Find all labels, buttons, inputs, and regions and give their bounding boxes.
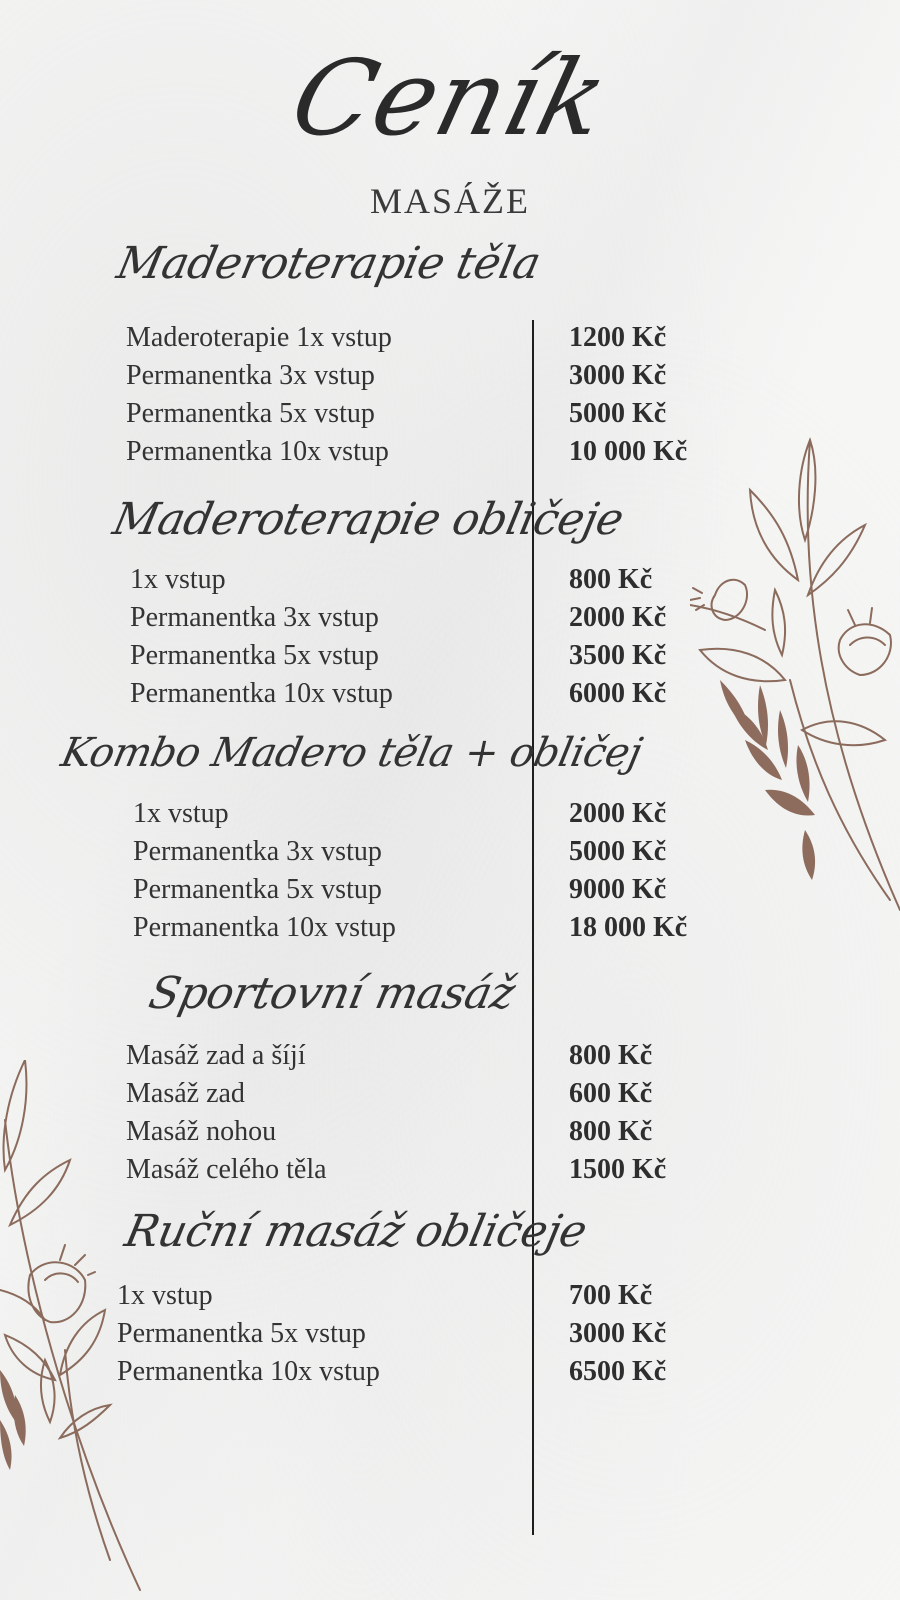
item-price: 600 Kč (569, 1078, 653, 1109)
section-title-kombo: Kombo Madero těla + obličej (57, 730, 646, 776)
item-price: 2000 Kč (569, 798, 667, 829)
item-price: 9000 Kč (569, 874, 667, 905)
item-label: Permanentka 5x vstup (117, 1318, 366, 1349)
item-label: Maderoterapie 1x vstup (126, 322, 392, 353)
section-title-rucni-masaz: Ruční masáž obličeje (120, 1206, 592, 1257)
item-price: 1500 Kč (569, 1154, 667, 1185)
item-price: 10 000 Kč (569, 436, 688, 467)
item-label: Permanentka 3x vstup (133, 836, 382, 867)
floral-decoration-left-icon (0, 1060, 160, 1600)
item-label: Permanentka 5x vstup (126, 398, 375, 429)
item-price: 800 Kč (569, 1040, 653, 1071)
item-label: Masáž nohou (126, 1116, 277, 1147)
item-label: 1x vstup (130, 564, 226, 595)
item-price: 3000 Kč (569, 1318, 667, 1349)
page-title: Ceník (280, 37, 620, 159)
price-row (0, 322, 900, 360)
page-subtitle: MASÁŽE (369, 181, 530, 221)
item-price: 800 Kč (569, 564, 653, 595)
item-label: Permanentka 3x vstup (126, 360, 375, 391)
item-label: Masáž zad (126, 1078, 245, 1109)
item-price: 6000 Kč (569, 678, 667, 709)
item-label: Permanentka 5x vstup (130, 640, 379, 671)
item-label: Permanentka 10x vstup (117, 1356, 380, 1387)
item-label: Masáž celého těla (126, 1154, 327, 1185)
item-label: Permanentka 3x vstup (130, 602, 379, 633)
item-label: Permanentka 10x vstup (133, 912, 396, 943)
item-label: Permanentka 10x vstup (126, 436, 389, 467)
item-price: 5000 Kč (569, 398, 667, 429)
section-title-maderoterapie-tela: Maderoterapie těla (112, 238, 545, 289)
item-price: 6500 Kč (569, 1356, 667, 1387)
item-price: 18 000 Kč (569, 912, 688, 943)
section-title-sportovni-masaz: Sportovní masáž (144, 968, 520, 1019)
item-price: 2000 Kč (569, 602, 667, 633)
floral-decoration-right-icon (690, 430, 900, 930)
item-label: 1x vstup (117, 1280, 213, 1311)
item-price: 3000 Kč (569, 360, 667, 391)
item-label: Masáž zad a šíjí (126, 1040, 306, 1071)
item-label: 1x vstup (133, 798, 229, 829)
item-price: 800 Kč (569, 1116, 653, 1147)
item-price: 5000 Kč (569, 836, 667, 867)
item-price: 1200 Kč (569, 322, 667, 353)
price-row (0, 360, 900, 398)
item-price: 700 Kč (569, 1280, 653, 1311)
section-title-maderoterapie-oblicee: Maderoterapie obličeje (108, 494, 628, 545)
item-label: Permanentka 10x vstup (130, 678, 393, 709)
item-price: 3500 Kč (569, 640, 667, 671)
item-label: Permanentka 5x vstup (133, 874, 382, 905)
